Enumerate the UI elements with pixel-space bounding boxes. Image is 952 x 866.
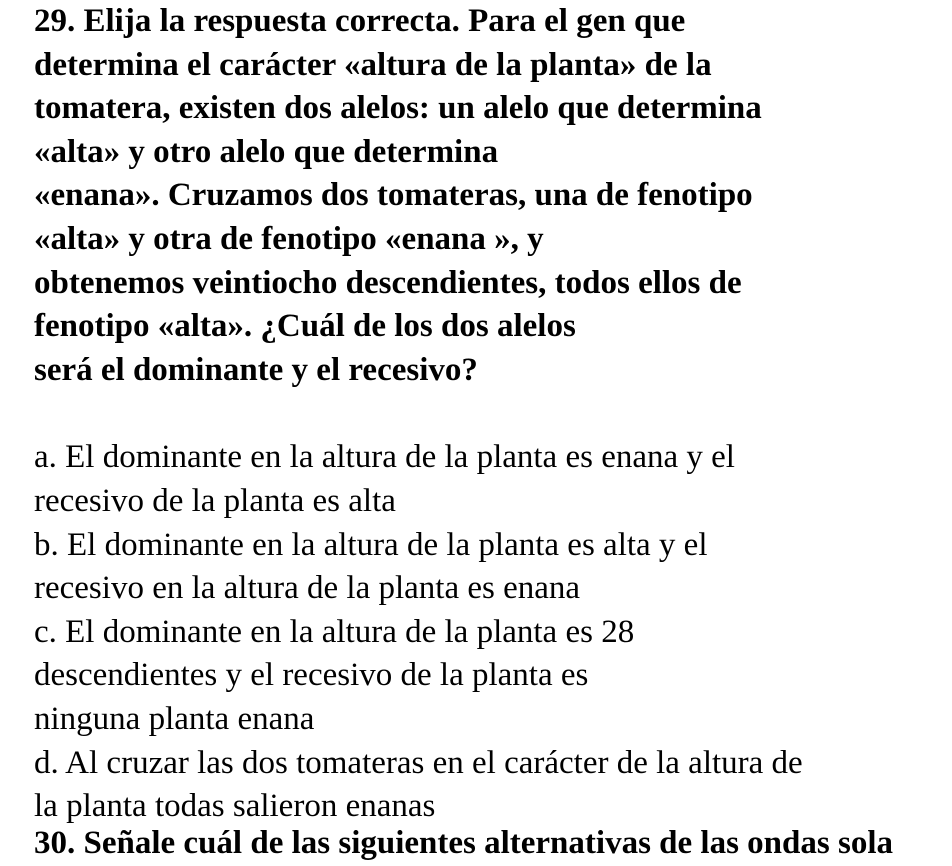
option-d[interactable] xyxy=(34,742,934,829)
question-29 xyxy=(34,0,934,392)
option-d-line: d. Al cruzar las dos tomateras en el carácter de la altura de xyxy=(34,744,803,781)
option-c-line: ninguna planta enana xyxy=(34,700,315,737)
option-c-line: descendientes y el recesivo de la planta es xyxy=(34,657,589,694)
question-line: tomatera, existen dos alelos: un alelo que determina xyxy=(34,90,762,127)
option-a-line: recesivo de la planta es alta xyxy=(34,482,396,519)
question-line: 29. Elija la respuesta correcta. Para el gen que xyxy=(34,3,686,39)
option-b-line: recesivo en la altura de la planta es enana xyxy=(34,570,581,607)
question-line: «enana». Cruzamos dos tomateras, una de fenotipo xyxy=(34,177,753,214)
question-line: obtenemos veintiocho descendientes, todos ellos de xyxy=(34,264,742,301)
question-line: será el dominante y el recesivo? xyxy=(34,351,478,388)
option-c[interactable] xyxy=(34,611,934,742)
answer-options xyxy=(34,436,934,828)
question-line: «alta» y otro alelo que determina xyxy=(34,133,499,170)
option-b[interactable] xyxy=(34,524,934,611)
option-b-line: b. El dominante en la altura de la planta es alta y el xyxy=(34,526,708,563)
question-line: determina el carácter «altura de la planta» de la xyxy=(34,46,712,83)
next-question-fragment: 30. Señale cuál de las siguientes alternativas de las ondas sola xyxy=(34,825,893,861)
option-d-line: la planta todas salieron enanas xyxy=(34,788,436,825)
option-a[interactable] xyxy=(34,436,934,523)
option-c-line: c. El dominante en la altura de la planta es 28 xyxy=(34,613,635,650)
question-page xyxy=(34,0,934,829)
question-line: fenotipo «alta». ¿Cuál de los dos alelos xyxy=(34,308,576,345)
option-a-line: a. El dominante en la altura de la planta es enana y el xyxy=(34,439,735,476)
question-line: «alta» y otra de fenotipo «enana », y xyxy=(34,220,544,257)
